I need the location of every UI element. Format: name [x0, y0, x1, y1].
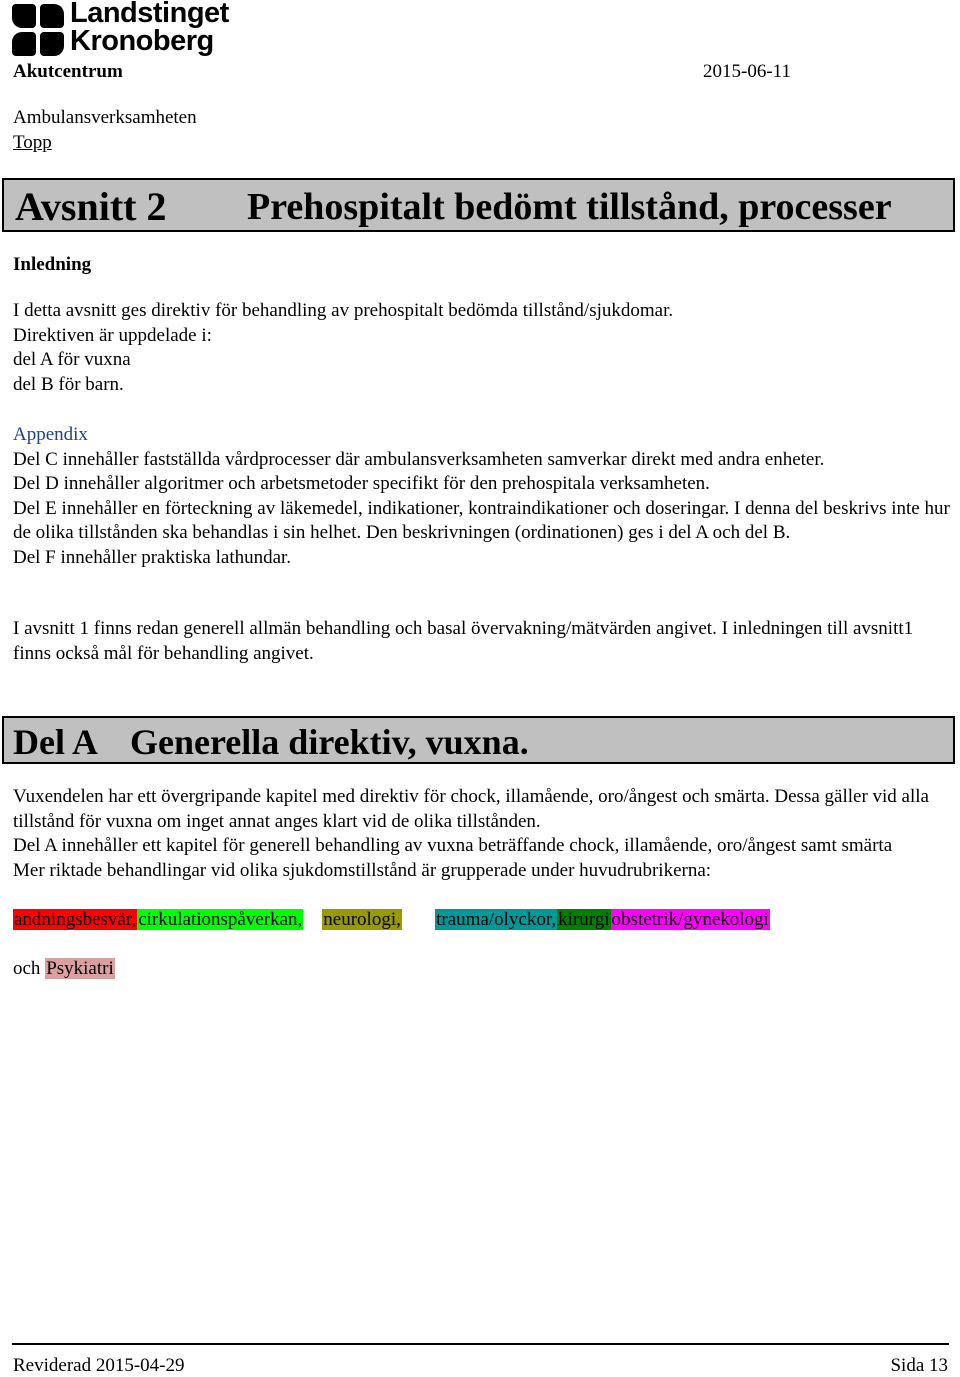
category-cirkulationspaverkan[interactable]: cirkulationspåverkan, [138, 909, 303, 930]
header-unit: Akutcentrum [13, 61, 123, 82]
category-obstetrik-gynekologi[interactable]: obstetrik/gynekologi [611, 909, 769, 930]
department-name: Ambulansverksamheten [13, 107, 197, 128]
psykiatri-line [13, 957, 953, 982]
intro-line: del A för vuxna [13, 349, 131, 370]
appendix-line: Del D innehåller algoritmer och arbetsmetoder specifikt för den prehospitala verksamheten. [13, 473, 710, 494]
intro-line: Direktiven är uppdelade i: [13, 324, 212, 346]
landstinget-kronoberg-logo [12, 2, 242, 60]
top-link[interactable]: Topp [13, 132, 52, 153]
logo-line-2: Kronoberg [70, 25, 214, 57]
intro-text [13, 299, 953, 397]
footer-divider [12, 1343, 949, 1345]
del-a-number: Del A [13, 722, 98, 762]
intro-line: del B för barn. [13, 373, 124, 395]
del-a-text [13, 785, 953, 883]
del-a-line: Mer riktade behandlingar vid olika sjukdomstillstånd är grupperade under huvudrubrikerna: [13, 859, 712, 881]
psykiatri-prefix: och [13, 958, 41, 979]
footer-revised: Reviderad 2015-04-29 [13, 1355, 185, 1376]
appendix-line: Del F innehåller praktiska lathundar. [13, 546, 292, 568]
appendix-line: Del E innehåller en förteckning av läkemedel, indikationer, kontraindikationer och doseringar. I denna del beskrivs inte hur de olika tillstånden ska behandlas i sin helhet. Den beskrivningen (ordinationen) ges i del A och del B. [13, 497, 950, 543]
del-a-line: Del A innehåller ett kapitel för generell behandling av vuxna beträffande chock, illamående, oro/ångest samt smärta [13, 835, 893, 856]
category-trauma-olyckor[interactable]: trauma/olyckor, [436, 909, 557, 930]
appendix-block [13, 423, 953, 570]
section-title: Prehospitalt bedömt tillstånd, processer [247, 186, 892, 228]
category-list [13, 908, 953, 933]
intro-heading: Inledning [13, 254, 92, 275]
del-a-heading-box [2, 716, 955, 764]
del-a-line: Vuxendelen har ett övergripande kapitel med direktiv för chock, illamående, oro/ångest och smärta. Dessa gäller vid alla tillstånd för vuxna om inget annat anges klart vid de olika tillstånden. [13, 786, 929, 832]
category-psykiatri[interactable]: Psykiatri [46, 958, 114, 979]
intro-line: I detta avsnitt ges direktiv för behandling av prehospitalt bedömda tillstånd/sjukdomar. [13, 300, 674, 321]
del-a-title: Generella direktiv, vuxna. [130, 722, 529, 762]
category-kirurgi[interactable]: kirurgi [558, 909, 610, 930]
category-andningsbesvar[interactable]: andningsbesvär, [14, 909, 137, 930]
category-neurologi[interactable]: neurologi, [323, 909, 401, 930]
logo-mark-icon [12, 4, 66, 56]
appendix-link[interactable]: Appendix [13, 424, 88, 445]
footer-page-number: Sida 13 [890, 1355, 948, 1376]
appendix-line: Del C innehåller fastställda vårdprocesser där ambulansverksamheten samverkar direkt med andra enheter. [13, 448, 825, 470]
avsnitt1-note: I avsnitt 1 finns redan generell allmän behandling och basal övervakning/mätvärden angivet. I inledningen till avsnitt1 finns också mål för behandling angivet. [13, 618, 914, 664]
section-heading-box [2, 178, 955, 232]
header-date: 2015-06-11 [703, 61, 791, 82]
logo-wordmark [70, 0, 229, 55]
section-number: Avsnitt 2 [15, 184, 167, 229]
logo-line-1: Landstinget [70, 0, 229, 29]
